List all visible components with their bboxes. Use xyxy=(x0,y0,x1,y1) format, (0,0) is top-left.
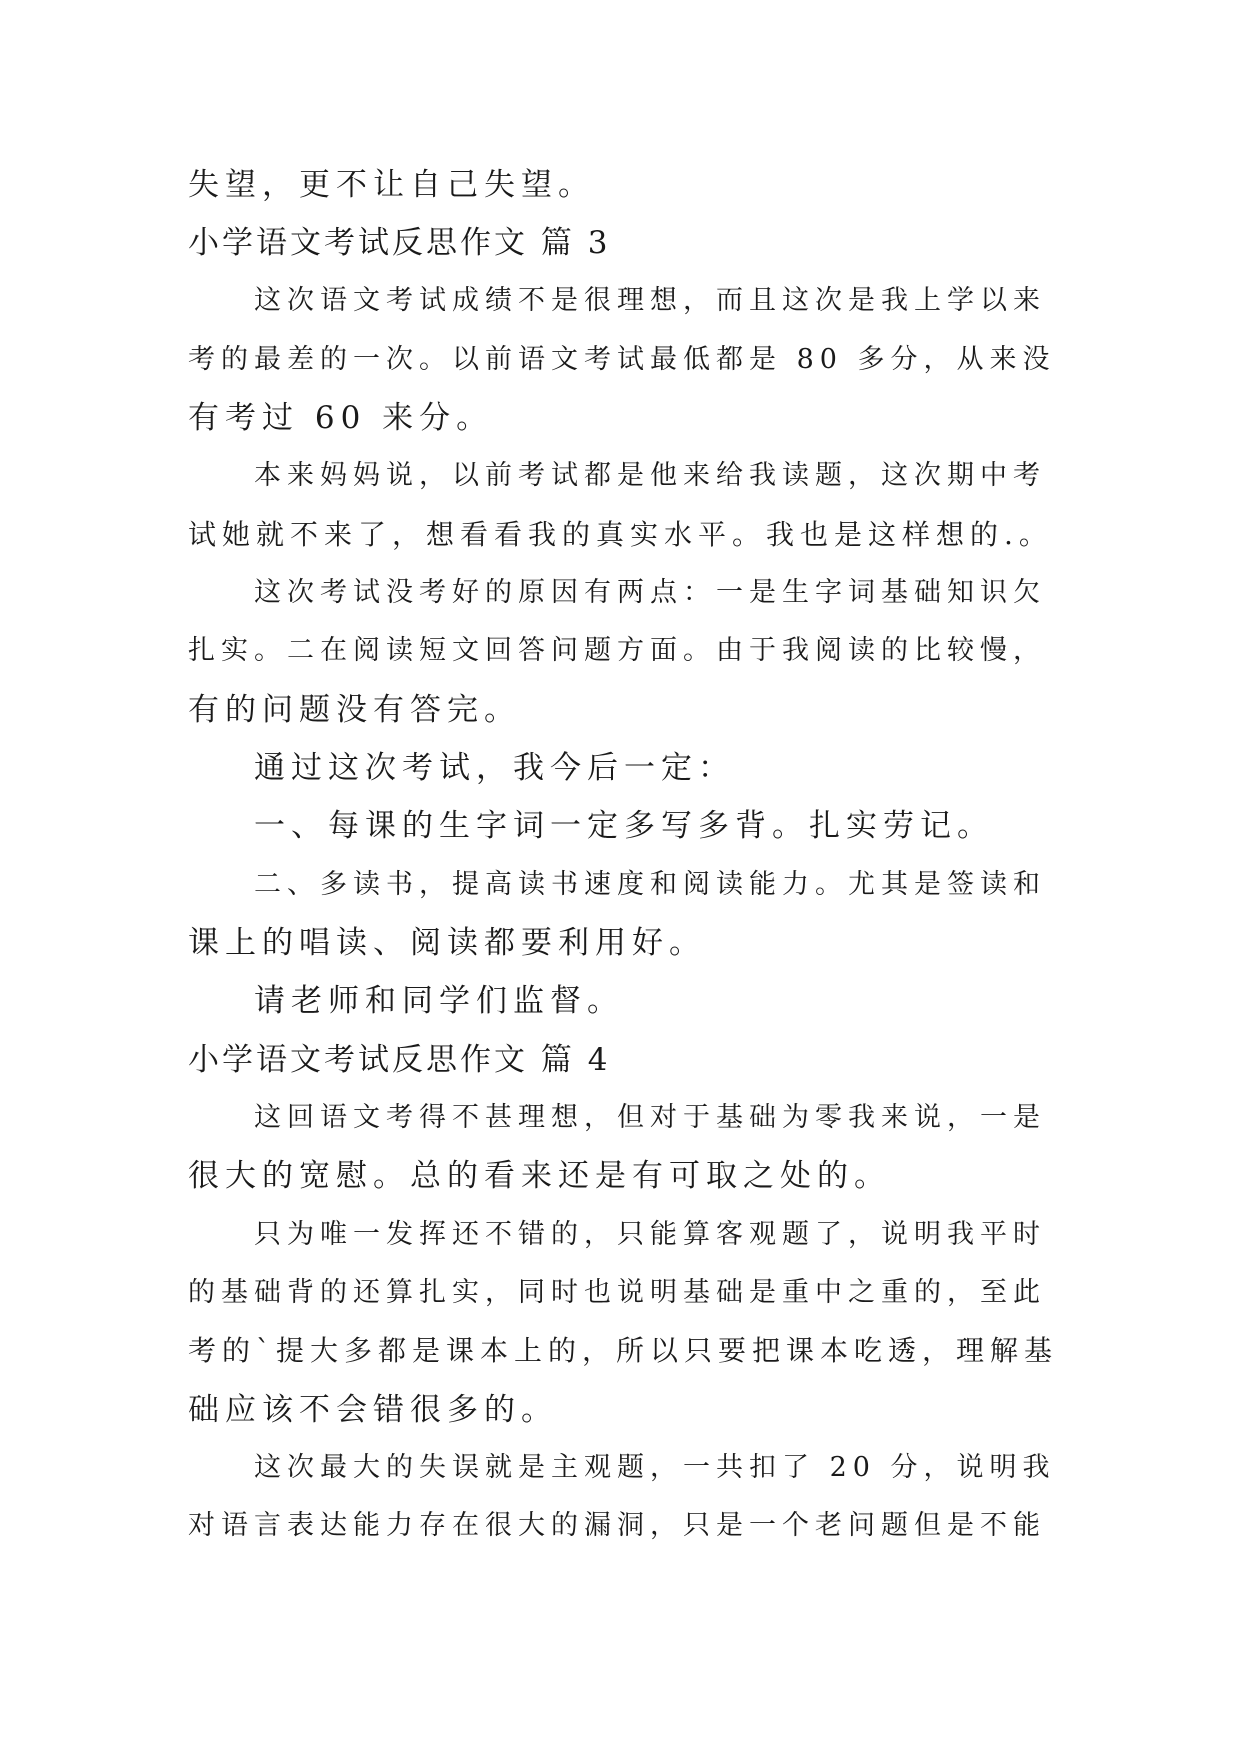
text-line: 有的问题没有答完。 xyxy=(188,692,521,728)
text-line: 础应该不会错很多的。 xyxy=(188,1392,558,1428)
text-line: 一、每课的生字词一定多写多背。扎实劳记。 xyxy=(254,808,994,844)
text-line: 试她就不来了，想看看我的真实水平。我也是这样想的.。 xyxy=(188,518,1053,551)
text-line: 的基础背的还算扎实，同时也说明基础是重中之重的，至此 xyxy=(188,1277,1046,1308)
text-line: 对语言表达能力存在很大的漏洞，只是一个老问题但是不能 xyxy=(188,1510,1046,1541)
text-line: 考的`提大多都是课本上的，所以只要把课本吃透，理解基 xyxy=(188,1334,1059,1367)
text-line: 请老师和同学们监督。 xyxy=(254,983,624,1019)
text-line: 扎实。二在阅读短文回答问题方面。由于我阅读的比较慢， xyxy=(188,635,1046,666)
text-line: 这次考试没考好的原因有两点：一是生字词基础知识欠 xyxy=(254,577,1046,608)
text-line: 二、多读书，提高读书速度和阅读能力。尤其是签读和 xyxy=(254,869,1046,900)
text-line: 这次语文考试成绩不是很理想，而且这次是我上学以来 xyxy=(254,285,1046,316)
text-line: 本来妈妈说，以前考试都是他来给我读题，这次期中考 xyxy=(254,460,1046,491)
text-line: 有考过 60 来分。 xyxy=(188,400,494,436)
section-heading: 小学语文考试反思作文 篇 4 xyxy=(188,1042,611,1078)
text-line: 失望，更不让自己失望。 xyxy=(188,167,595,203)
text-line: 课上的唱读、阅读都要利用好。 xyxy=(188,925,706,961)
text-line: 这回语文考得不甚理想，但对于基础为零我来说，一是 xyxy=(254,1102,1046,1133)
text-line: 很大的宽慰。总的看来还是有可取之处的。 xyxy=(188,1158,891,1194)
text-line: 这次最大的失误就是主观题，一共扣了 20 分，说明我 xyxy=(254,1452,1056,1483)
section-heading: 小学语文考试反思作文 篇 3 xyxy=(188,225,611,261)
text-line: 考的最差的一次。以前语文考试最低都是 80 多分，从来没 xyxy=(188,344,1056,375)
text-line: 只为唯一发挥还不错的，只能算客观题了，说明我平时 xyxy=(254,1219,1046,1250)
text-line: 通过这次考试，我今后一定： xyxy=(254,750,735,786)
